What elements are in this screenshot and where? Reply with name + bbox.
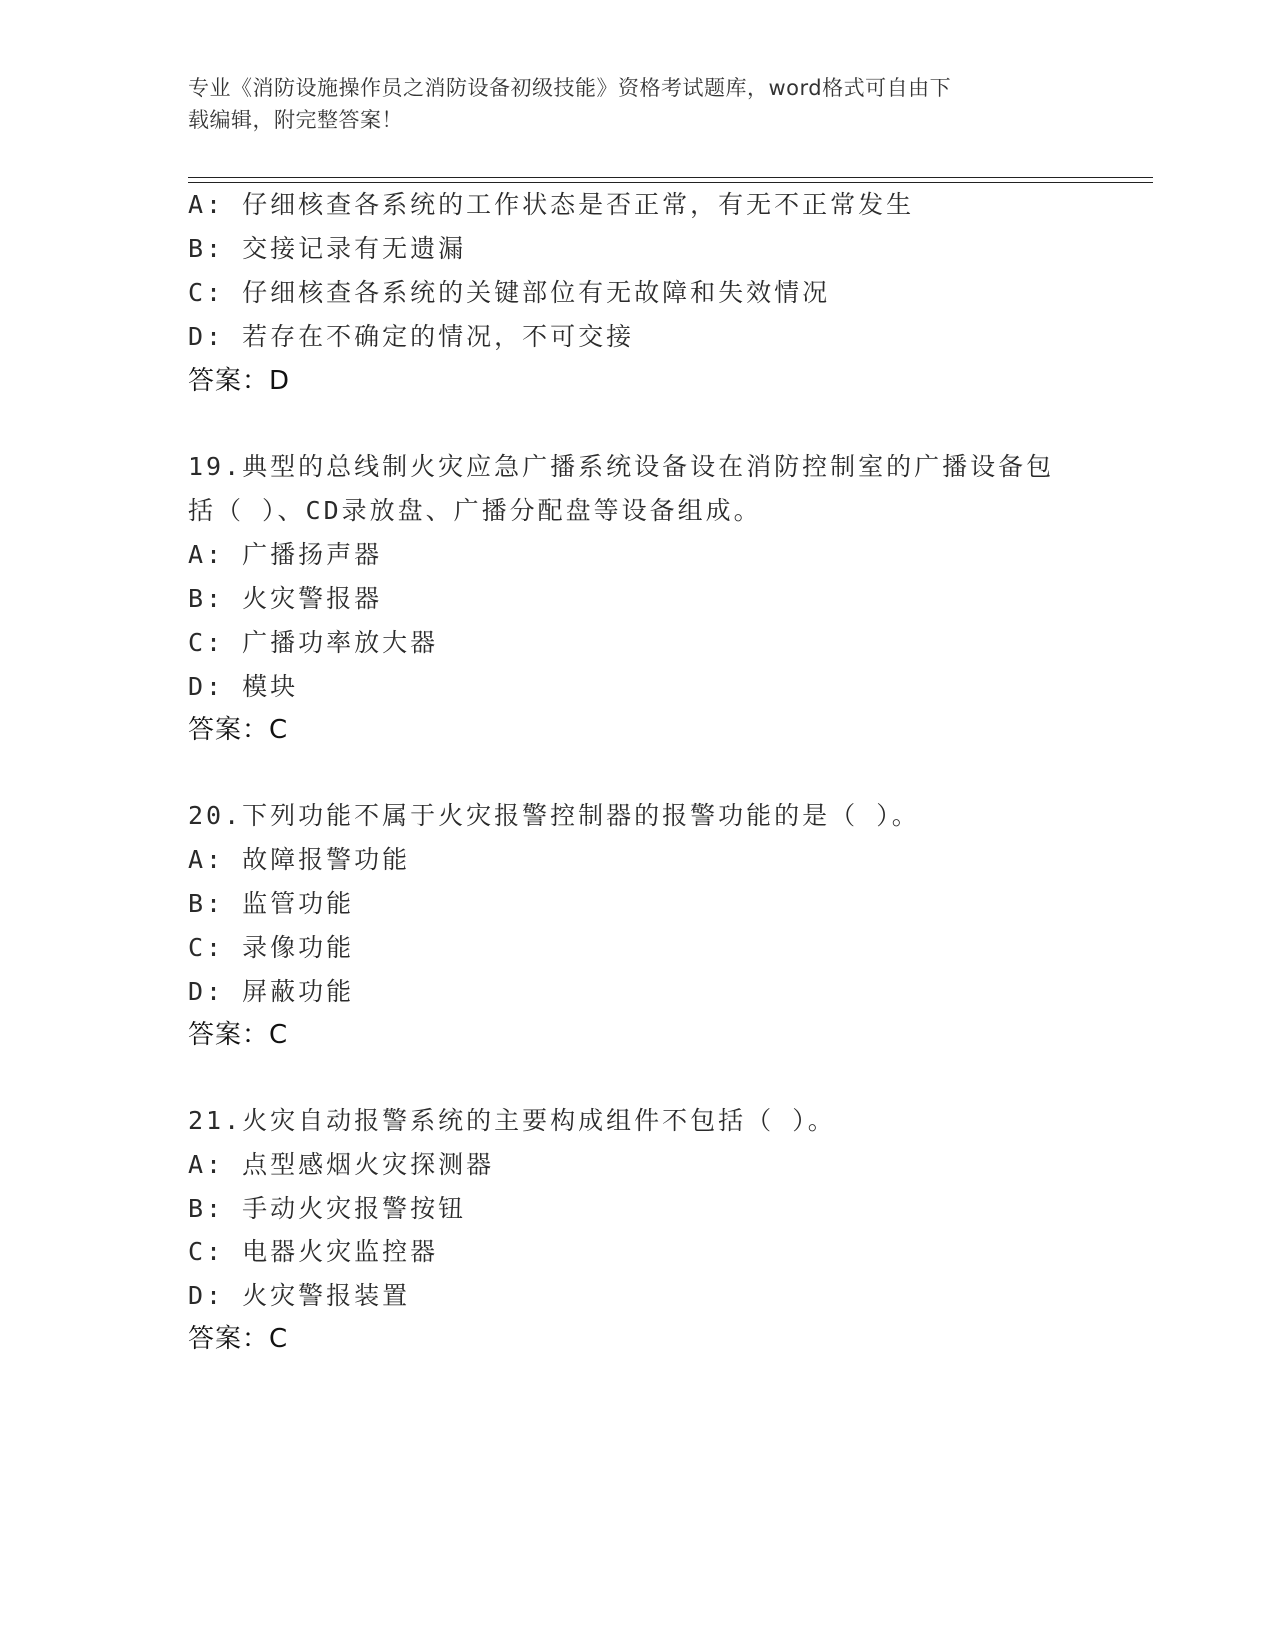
document-header [188, 72, 1068, 136]
q18-option-c: C: 仔细核查各系统的关键部位有无故障和失效情况 [188, 278, 831, 307]
q18-option-d: D: 若存在不确定的情况，不可交接 [188, 322, 635, 351]
q21-option-c: C: 电器火灾监控器 [188, 1237, 439, 1266]
header-line-1: 专业《消防设施操作员之消防设备初级技能》资格考试题库，word格式可自由下 [188, 76, 952, 100]
q19-answer: 答案：C [188, 715, 289, 745]
q19-option-c: C: 广播功率放大器 [188, 628, 439, 657]
header-divider-top [188, 177, 1153, 178]
q18-option-a: A: 仔细核查各系统的工作状态是否正常，有无不正常发生 [188, 190, 915, 219]
q21-answer: 答案：C [188, 1324, 289, 1354]
q20-option-b: B: 监管功能 [188, 889, 355, 918]
q20-option-c: C: 录像功能 [188, 933, 355, 962]
q21-option-b: B: 手动火灾报警按钮 [188, 1194, 467, 1223]
q20-stem-line-1: 20.下列功能不属于火灾报警控制器的报警功能的是（ ）。 [188, 801, 920, 830]
q19-option-d: D: 模块 [188, 672, 299, 701]
q19-option-b: B: 火灾警报器 [188, 584, 383, 613]
q21-stem-line-1: 21.火灾自动报警系统的主要构成组件不包括（ ）。 [188, 1106, 836, 1135]
q18-option-b: B: 交接记录有无遗漏 [188, 234, 467, 263]
q20-option-a: A: 故障报警功能 [188, 845, 411, 874]
q21-option-a: A: 点型感烟火灾探测器 [188, 1150, 495, 1179]
header-divider-bottom [188, 182, 1153, 183]
q21-option-d: D: 火灾警报装置 [188, 1281, 411, 1310]
q20-answer: 答案：C [188, 1020, 289, 1050]
q19-option-a: A: 广播扬声器 [188, 540, 383, 569]
header-line-2: 载编辑，附完整答案！ [188, 108, 403, 132]
q20-option-d: D: 屏蔽功能 [188, 977, 355, 1006]
q18-answer: 答案：D [188, 366, 291, 396]
q19-stem-line-1: 19.典型的总线制火灾应急广播系统设备设在消防控制室的广播设备包 [188, 452, 1055, 481]
q19-stem-line-2: 括（ ）、CD录放盘、广播分配盘等设备组成。 [188, 496, 762, 525]
